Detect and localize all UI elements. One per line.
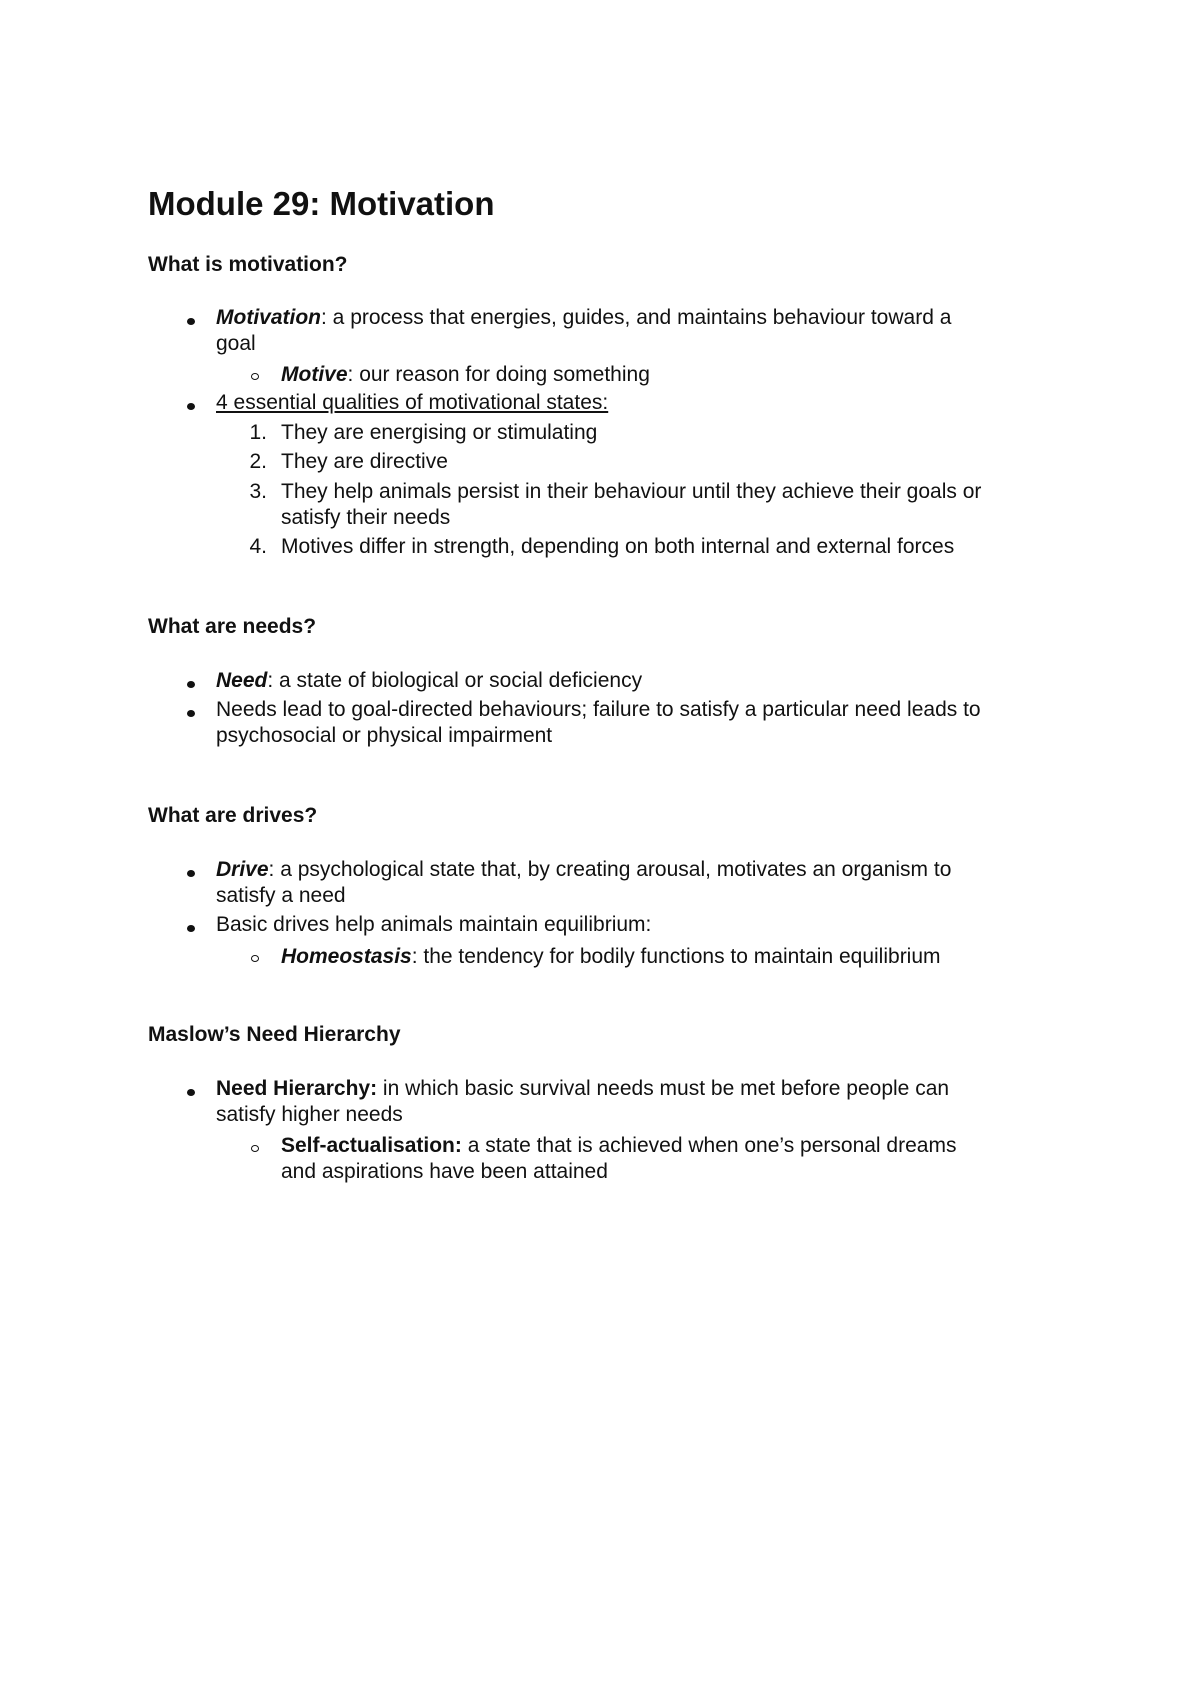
section-heading-needs: What are needs? xyxy=(148,615,317,638)
bullet-icon xyxy=(187,870,195,877)
list-item-homeostasis: Homeostasis: the tendency for bodily functions to maintain equilibrium xyxy=(281,945,941,968)
section-heading-maslow: Maslow’s Need Hierarchy xyxy=(148,1023,401,1046)
bullet-icon xyxy=(187,1089,195,1096)
sub-bullet-icon xyxy=(251,1145,259,1152)
list-number: 4. xyxy=(249,535,267,558)
list-item-motivation-cont: goal xyxy=(216,332,256,355)
list-item-self-actualisation: Self-actualisation: a state that is achieved when one’s personal dreams xyxy=(281,1134,957,1157)
list-item-self-actualisation-cont: and aspirations have been attained xyxy=(281,1160,608,1183)
bullet-icon xyxy=(187,403,195,410)
section-heading-drives: What are drives? xyxy=(148,804,318,827)
bullet-icon xyxy=(187,710,195,717)
list-item-qualities: 4 essential qualities of motivational states: xyxy=(216,391,609,414)
sub-bullet-icon xyxy=(251,373,259,380)
list-number: 2. xyxy=(249,450,267,473)
list-number: 1. xyxy=(249,421,267,444)
page-title: Module 29: Motivation xyxy=(148,185,495,222)
bullet-icon xyxy=(187,681,195,688)
list-item-motive: Motive: our reason for doing something xyxy=(281,363,650,386)
bullet-icon xyxy=(187,318,195,325)
list-item-needs-lead-cont: psychosocial or physical impairment xyxy=(216,724,553,747)
list-number: 3. xyxy=(249,480,267,503)
numbered-item-3: They help animals persist in their behaviour until they achieve their goals or xyxy=(281,480,982,503)
list-item-needs-lead: Needs lead to goal-directed behaviours; failure to satisfy a particular need leads to xyxy=(216,698,981,721)
list-item-basic-drives: Basic drives help animals maintain equilibrium: xyxy=(216,913,652,936)
list-item-need: Need: a state of biological or social deficiency xyxy=(216,669,643,692)
list-item-drive-cont: satisfy a need xyxy=(216,884,346,907)
numbered-item-2: They are directive xyxy=(281,450,448,473)
sub-bullet-icon xyxy=(251,955,259,962)
numbered-item-3-cont: satisfy their needs xyxy=(281,506,451,529)
list-item-motivation: Motivation: a process that energies, guides, and maintains behaviour toward a xyxy=(216,306,952,329)
numbered-item-4: Motives differ in strength, depending on both internal and external forces xyxy=(281,535,955,558)
list-item-need-hierarchy-cont: satisfy higher needs xyxy=(216,1103,403,1126)
bullet-icon xyxy=(187,925,195,932)
list-item-need-hierarchy: Need Hierarchy: in which basic survival needs must be met before people can xyxy=(216,1077,950,1100)
section-heading-motivation: What is motivation? xyxy=(148,253,348,276)
list-item-drive: Drive: a psychological state that, by creating arousal, motivates an organism to xyxy=(216,858,952,881)
numbered-item-1: They are energising or stimulating xyxy=(281,421,598,444)
